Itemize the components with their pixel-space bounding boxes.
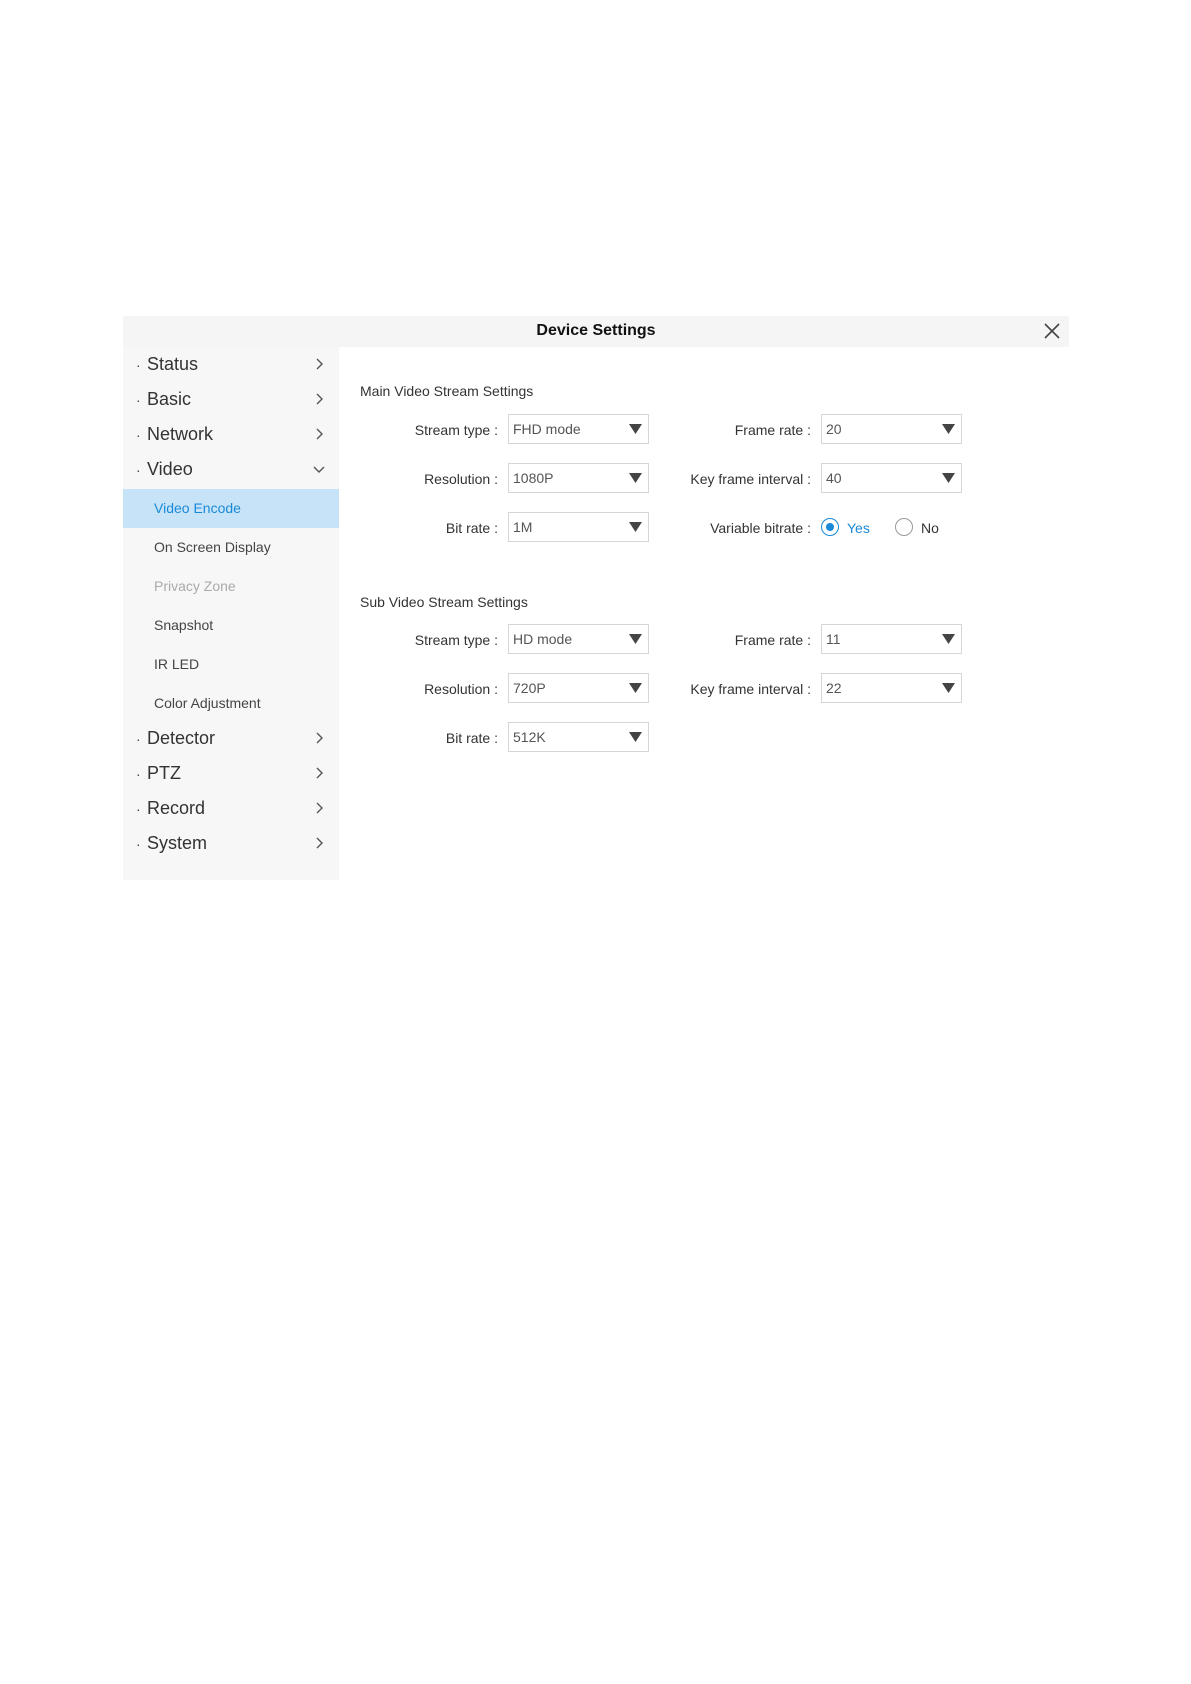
sidebar-item-system[interactable] [123,826,339,861]
main-bit-rate-select[interactable] [508,512,649,542]
main-frame-rate-label: Frame rate : [734,422,811,438]
select-value: 720P [513,680,546,696]
sidebar-item-label: Record [147,798,206,818]
sub-resolution-label: Resolution : [424,681,498,697]
sub-resolution-select[interactable] [508,673,649,703]
chevron-right-icon [313,802,325,814]
variable-bitrate-label: Variable bitrate : [710,520,811,536]
main-stream-section-title: Main Video Stream Settings [360,383,534,399]
bullet-dot: · [136,731,141,747]
bullet-dot: · [136,392,141,408]
sidebar-subitem-snapshot[interactable] [123,606,339,645]
variable-bitrate-yes-label[interactable]: Yes [847,520,870,536]
dropdown-arrow-icon [942,424,955,434]
main-frame-rate-select[interactable] [821,414,962,444]
sub-frame-rate-label: Frame rate : [734,632,811,648]
chevron-right-icon [313,767,325,779]
dropdown-arrow-icon [629,424,642,434]
main-key-frame-label: Key frame interval : [690,471,811,487]
dropdown-arrow-icon [629,683,642,693]
sidebar-subitem-label: IR LED [154,656,200,672]
sidebar-subitem-label: Privacy Zone [154,578,236,594]
sub-key-frame-label: Key frame interval : [690,681,811,697]
sub-stream-type-select[interactable] [508,624,649,654]
sidebar-item-status[interactable] [123,347,339,382]
chevron-right-icon [313,732,325,744]
close-icon[interactable] [1043,322,1061,340]
sidebar-subitem-privacy-zone [123,567,339,606]
sidebar-item-label: Detector [147,728,216,748]
select-value: HD mode [513,631,573,647]
dialog-title: Device Settings [536,322,656,339]
dropdown-arrow-icon [629,634,642,644]
sidebar-subitem-video-encode[interactable] [123,489,339,528]
main-resolution-label: Resolution : [424,471,498,487]
sidebar-item-label: Video [147,459,193,479]
bullet-dot: · [136,462,141,478]
dropdown-arrow-icon [629,732,642,742]
sidebar-item-label: Status [147,354,199,374]
dialog-titlebar [123,316,1069,347]
sidebar-item-label: System [147,833,208,853]
bullet-dot: · [136,766,141,782]
select-value: FHD mode [513,421,581,437]
main-resolution-select[interactable] [508,463,649,493]
sub-frame-rate-select[interactable] [821,624,962,654]
sidebar-subitem-on-screen-display[interactable] [123,528,339,567]
sidebar-item-record[interactable] [123,791,339,826]
select-value: 1M [513,519,533,535]
select-value: 20 [826,421,842,437]
main-key-frame-select[interactable] [821,463,962,493]
sidebar-subitem-label: Video Encode [154,500,241,516]
bullet-dot: · [136,357,141,373]
sub-stream-type-label: Stream type : [414,632,498,648]
sub-stream-section-title: Sub Video Stream Settings [360,594,528,610]
device-settings-dialog [123,316,1069,882]
main-stream-type-select[interactable] [508,414,649,444]
select-value: 512K [513,729,546,745]
chevron-right-icon [313,837,325,849]
chevron-down-icon [313,463,325,475]
select-value: 1080P [513,470,554,486]
sidebar-subitem-color-adjustment[interactable] [123,684,339,723]
sidebar-item-label: Network [147,424,214,444]
sidebar-menu [123,347,339,880]
sidebar-subitem-label: Snapshot [154,617,214,633]
sidebar-subitem-label: On Screen Display [154,539,271,555]
select-value: 11 [826,631,841,647]
variable-bitrate-yes-radio[interactable] [821,518,839,536]
chevron-right-icon [313,358,325,370]
chevron-right-icon [313,428,325,440]
sidebar-item-video[interactable] [123,452,339,487]
sub-bit-rate-select[interactable] [508,722,649,752]
select-value: 22 [826,680,842,696]
bullet-dot: · [136,801,141,817]
variable-bitrate-no-radio[interactable] [895,518,913,536]
sidebar-item-label: PTZ [147,763,181,783]
select-value: 40 [826,470,842,486]
dropdown-arrow-icon [629,473,642,483]
dropdown-arrow-icon [629,522,642,532]
chevron-right-icon [313,393,325,405]
sidebar-subitem-label: Color Adjustment [154,695,261,711]
dropdown-arrow-icon [942,473,955,483]
dropdown-arrow-icon [942,634,955,644]
sidebar-item-ptz[interactable] [123,756,339,791]
main-stream-type-label: Stream type : [414,422,498,438]
sidebar-item-basic[interactable] [123,382,339,417]
sub-key-frame-select[interactable] [821,673,962,703]
main-bit-rate-label: Bit rate : [445,520,498,536]
settings-content [339,347,1069,882]
sub-bit-rate-label: Bit rate : [445,730,498,746]
bullet-dot: · [136,427,141,443]
sidebar-item-network[interactable] [123,417,339,452]
sidebar-subitem-ir-led[interactable] [123,645,339,684]
variable-bitrate-no-label[interactable]: No [921,520,939,536]
sidebar-item-detector[interactable] [123,721,339,756]
sidebar-item-label: Basic [147,389,192,409]
dropdown-arrow-icon [942,683,955,693]
bullet-dot: · [136,836,141,852]
